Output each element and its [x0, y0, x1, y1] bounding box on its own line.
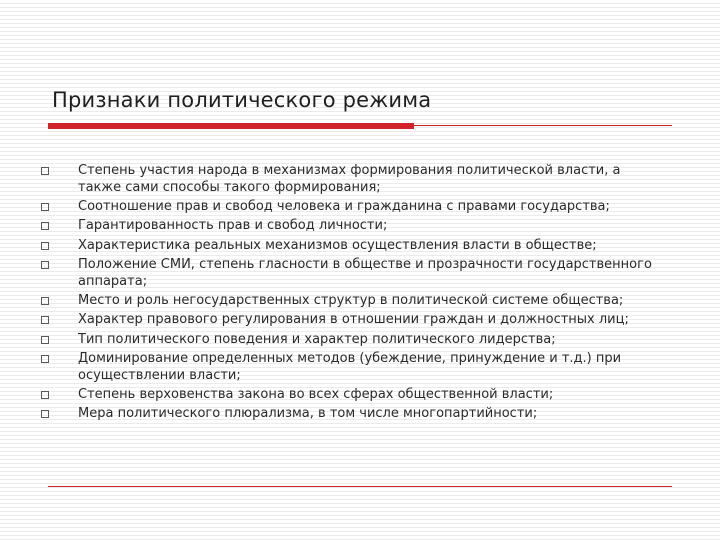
square-bullet-icon: [41, 222, 49, 230]
square-bullet-icon: [41, 242, 49, 250]
title-underline-thin: [414, 125, 672, 126]
slide-title: Признаки политического режима: [52, 88, 432, 112]
square-bullet-icon: [41, 410, 49, 418]
list-item-text: Тип политического поведения и характер политического лидерства;: [78, 331, 556, 347]
list-item-text: Место и роль негосударственных структур в политической системе общества;: [78, 292, 624, 308]
list-item: [40, 293, 680, 310]
square-bullet-icon: [41, 297, 49, 305]
list-item: [40, 218, 680, 235]
list-item-text: Гарантированность прав и свобод личности;: [78, 218, 388, 234]
square-bullet-icon: [41, 391, 49, 399]
square-bullet-icon: [41, 336, 49, 344]
list-item-text: Мера политического плюрализма, в том числе многопартийности;: [78, 406, 538, 422]
square-bullet-icon: [41, 167, 49, 175]
list-item-text: Степень участия народа в механизмах формирования политической власти, а также сами способы такого формирования;: [78, 163, 621, 195]
square-bullet-icon: [41, 261, 49, 269]
list-item: [40, 351, 680, 384]
list-item: [40, 332, 680, 349]
list-item: [40, 163, 680, 196]
bullet-list: [40, 163, 680, 426]
footer-divider: [48, 486, 672, 487]
list-item-text: Степень верховенства закона во всех сферах общественной власти;: [78, 387, 554, 403]
square-bullet-icon: [41, 316, 49, 324]
list-item-text: Положение СМИ, степень гласности в обществе и прозрачности государственного аппарата;: [78, 257, 652, 289]
title-underline-thick: [48, 123, 414, 129]
list-item-text: Соотношение прав и свобод человека и гражданина с правами государства;: [78, 198, 610, 214]
square-bullet-icon: [41, 203, 49, 211]
list-item: [40, 406, 680, 423]
title-underline: [48, 123, 672, 129]
list-item: [40, 312, 680, 329]
list-item: [40, 387, 680, 404]
square-bullet-icon: [41, 355, 49, 363]
list-item: [40, 238, 680, 255]
list-item: [40, 257, 680, 290]
list-item: [40, 199, 680, 216]
list-item-text: Характеристика реальных механизмов осуществления власти в обществе;: [78, 237, 597, 253]
list-item-text: Характер правового регулирования в отношении граждан и должностных лиц;: [78, 312, 629, 328]
list-item-text: Доминирование определенных методов (убеждение, принуждение и т.д.) при осуществлении власти;: [78, 351, 622, 383]
